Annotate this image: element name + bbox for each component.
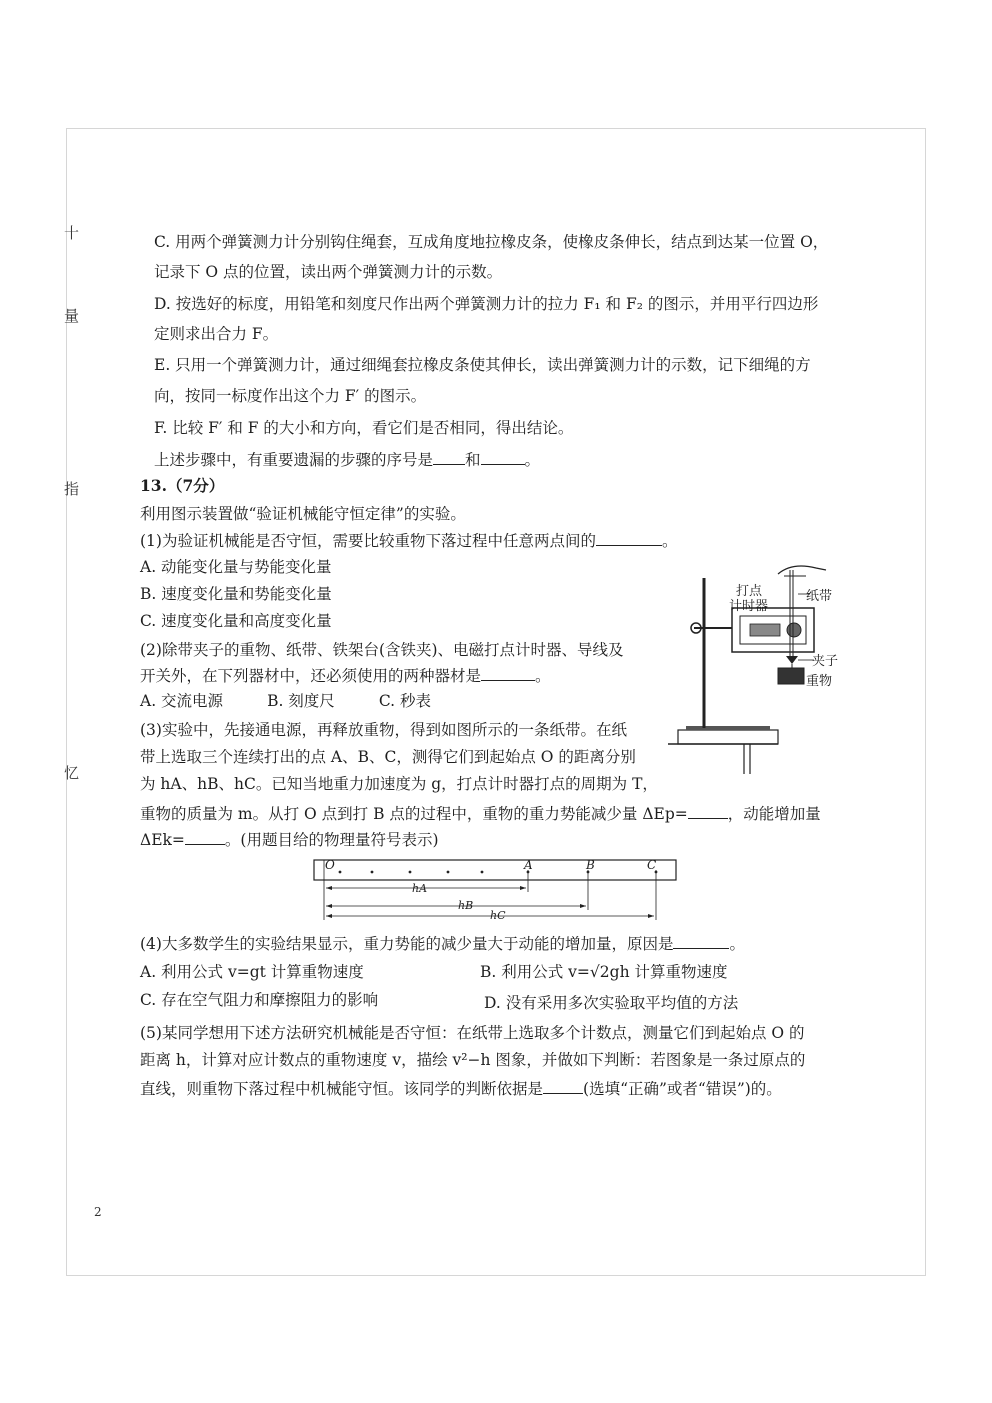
part-2-text: 开关外，在下列器材中，还必须使用的两种器材是 — [140, 667, 482, 685]
answer-blank[interactable] — [481, 666, 535, 681]
answer-blank[interactable] — [596, 531, 662, 546]
part-3-text-d: 。(用题目给的物理量符号表示) — [224, 831, 439, 849]
part-3-text: 重物的质量为 m。从打 O 点到打 B 点的过程中，重物的重力势能减少量 ΔEp= — [140, 805, 688, 823]
part-1-question — [140, 531, 677, 551]
summary-text: 上述步骤中，有重要遗漏的步骤的序号是 — [154, 451, 434, 469]
part-1-option-a: A. 动能变化量与势能变化量 — [140, 558, 332, 576]
part-2-options — [140, 691, 431, 711]
part-5-line-2: 距离 h，计算对应计数点的重物速度 v，描绘 v²−h 图象，并做如下判断：若图象是一条过原点的 — [140, 1051, 806, 1069]
part-4-option-c: C. 存在空气阻力和摩擦阻力的影响 — [140, 991, 379, 1009]
part-3-text-b: ，动能增加量 — [727, 805, 821, 823]
tape-label-hc: hC — [490, 909, 506, 922]
part-3-line-5 — [140, 830, 439, 850]
part-4-option-d: D. 没有采用多次实验取平均值的方法 — [484, 994, 739, 1012]
tape-point-a: A — [524, 858, 533, 872]
step-e-line-2: 向，按同一标度作出这个力 F′ 的图示。 — [154, 387, 427, 405]
part-1-text: (1)为验证机械能是否守恒，需要比较重物下落过程中任意两点间的 — [140, 532, 596, 550]
part-4-option-b: B. 利用公式 v=√2gh 计算重物速度 — [480, 963, 728, 981]
part-1-end: 。 — [661, 532, 678, 550]
answer-blank[interactable] — [185, 830, 225, 845]
question-13-title: 13.（7分） — [140, 476, 225, 495]
margin-mark: 十 — [64, 224, 80, 242]
answer-blank[interactable] — [673, 934, 729, 949]
summary-and: 和 — [465, 451, 481, 469]
part-4-question — [140, 934, 745, 954]
step-f-line: F. 比较 F′ 和 F 的大小和方向，看它们是否相同，得出结论。 — [154, 419, 574, 437]
step-e-line-1: E. 只用一个弹簧测力计，通过细绳套拉橡皮条使其伸长，读出弹簧测力计的示数，记下细绳的方 — [154, 356, 811, 374]
part-4-end: 。 — [729, 935, 745, 953]
answer-blank[interactable] — [688, 804, 728, 819]
step-d-line-1: D. 按选好的标度，用铅笔和刻度尺作出两个弹簧测力计的拉力 F₁ 和 F₂ 的图示，并用平行四边形 — [154, 295, 819, 313]
part-2-end: 。 — [535, 667, 551, 685]
answer-blank[interactable] — [543, 1079, 583, 1094]
tape-point-o: O — [325, 858, 335, 872]
tape-label-hb: hB — [458, 899, 474, 912]
timer-label-line-2: 计时器 — [729, 599, 769, 614]
part-4-text: (4)大多数学生的实验结果显示，重力势能的减少量大于动能的增加量，原因是 — [140, 935, 674, 953]
timer-label-line-1: 打点 — [736, 584, 763, 599]
part-1-option-c: C. 速度变化量和高度变化量 — [140, 612, 332, 630]
part-5-line-3 — [140, 1079, 782, 1099]
part-2-option-c: C. 秒表 — [378, 692, 431, 710]
answer-blank[interactable] — [433, 450, 465, 465]
clip-label: 夹子 — [812, 654, 839, 669]
answer-blank[interactable] — [481, 450, 525, 465]
question-13-intro: 利用图示装置做“验证机械能守恒定律”的实验。 — [140, 505, 466, 523]
margin-mark: 忆 — [64, 764, 80, 782]
part-2-option-b: B. 刻度尺 — [267, 692, 335, 710]
part-3-text-c: ΔEk= — [140, 831, 185, 849]
part-3-line-4 — [140, 804, 821, 824]
tape-point-c: C — [647, 858, 657, 872]
summary-question — [154, 450, 540, 470]
step-c-line-1: C. 用两个弹簧测力计分别钩住绳套，互成角度地拉橡皮条，使橡皮条伸长，结点到达某一位置 O， — [154, 233, 829, 251]
part-2-line-1: (2)除带夹子的重物、纸带、铁架台(含铁夹)、电磁打点计时器、导线及 — [140, 641, 624, 659]
tape-label: 纸带 — [806, 589, 833, 604]
part-4-option-a: A. 利用公式 v=gt 计算重物速度 — [140, 963, 364, 981]
margin-mark: 量 — [64, 307, 80, 325]
summary-end: 。 — [524, 451, 541, 469]
part-5-line-1: (5)某同学想用下述方法研究机械能是否守恒：在纸带上选取多个计数点，测量它们到起始点 O 的 — [140, 1024, 805, 1042]
part-3-line-2: 带上选取三个连续打出的点 A、B、C，测得它们到起始点 O 的距离分别 — [140, 748, 636, 766]
part-5-text-b: (选填“正确”或者“错误”)的。 — [583, 1080, 782, 1098]
part-3-line-1: (3)实验中，先接通电源，再释放重物，得到如图所示的一条纸带。在纸 — [140, 721, 627, 739]
part-2-line-2 — [140, 666, 551, 686]
part-2-option-a: A. 交流电源 — [140, 692, 224, 710]
step-c-line-2: 记录下 O 点的位置，读出两个弹簧测力计的示数。 — [154, 263, 503, 281]
margin-mark: 指 — [64, 480, 80, 498]
part-1-option-b: B. 速度变化量和势能变化量 — [140, 585, 332, 603]
part-5-text: 直线，则重物下落过程中机械能守恒。该同学的判断依据是 — [140, 1080, 544, 1098]
step-d-line-2: 定则求出合力 F。 — [154, 325, 279, 343]
margin-mark: 2 — [94, 1205, 102, 1219]
weight-label: 重物 — [806, 674, 833, 689]
tape-point-b: B — [586, 858, 595, 872]
tape-label-ha: hA — [412, 882, 428, 895]
part-3-line-3: 为 hA、hB、hC。已知当地重力加速度为 g，打点计时器打点的周期为 T， — [140, 775, 658, 793]
